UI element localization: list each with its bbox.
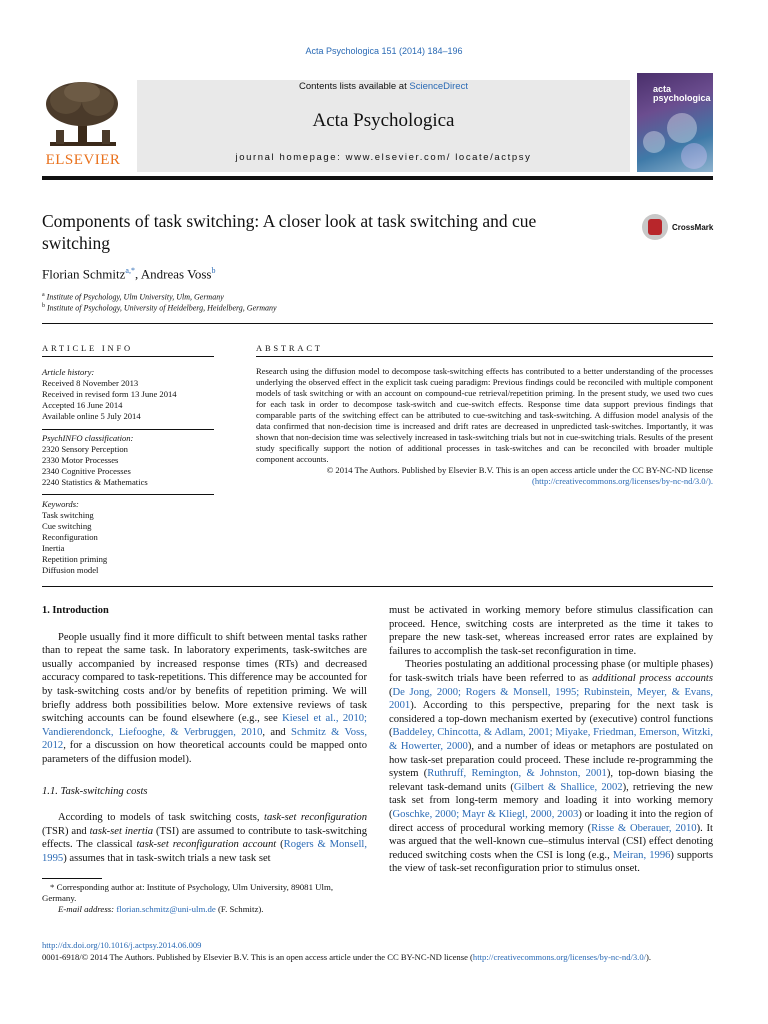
footnote [42, 882, 367, 915]
keyword: Repetition priming [42, 554, 108, 564]
text-run: , and [262, 726, 292, 738]
text-run: ), top-down biasing the relevant task-demand units ( [389, 768, 713, 793]
affiliation-mark: b [42, 303, 45, 309]
journal-homepage[interactable]: journal homepage: www.elsevier.com/ locate/actpsy [235, 152, 532, 163]
psychinfo-item: 2320 Sensory Perception [42, 444, 128, 454]
email-label: E-mail address: [58, 904, 117, 914]
history-item: Accepted 16 June 2014 [42, 400, 123, 410]
text-run: ( [276, 839, 284, 851]
issn-line [42, 952, 732, 962]
history-item: Received 8 November 2013 [42, 378, 139, 388]
journal-cover [637, 73, 713, 172]
abstract-body [256, 366, 713, 487]
history-item: Received in revised form 13 June 2014 [42, 389, 177, 399]
publisher-wordmark: ELSEVIER [45, 152, 121, 168]
author-name: Andreas Voss [140, 266, 212, 282]
license-link[interactable]: (http://creativecommons.org/licenses/by-nc-nd/3.0/). [532, 476, 713, 486]
citation-link[interactable]: Goschke, 2000; Mayr & Kliegl, 2000, 2003 [392, 808, 579, 820]
divider [42, 494, 214, 495]
affiliation [42, 303, 277, 313]
affiliation-text: Institute of Psychology, University of Heidelberg, Heidelberg, Germany [47, 303, 277, 313]
paragraph [389, 658, 713, 876]
psychinfo-classification [42, 433, 232, 488]
journal-banner [137, 80, 630, 172]
citation-link[interactable]: Schmitz & Voss, 2012 [42, 726, 367, 752]
license-text: © 2014 The Authors. Published by Elsevier B.V. This is an open access article under the CC BY-NC-ND license [326, 465, 713, 475]
text-run: ) or loading it into the region of direct access of procedural working memory ( [389, 808, 713, 834]
paragraph: must be activated in working memory before stimulus classification can proceed. Hence, switching costs are interpreted as the time it takes to prepare the new task-set, whereas increased error rates are explained by failures to accomplish the task-set reconfiguration in time. [389, 605, 713, 657]
article-history [42, 367, 232, 422]
journal-reference[interactable]: Acta Psychologica 151 (2014) 184–196 [305, 46, 463, 56]
text-run: ) assumes that in task-switch trials a new task set [63, 852, 271, 864]
history-label: Article history: [42, 367, 95, 377]
divider [42, 356, 214, 357]
citation-link[interactable]: Kiesel et al., 2010; Vandierendonck, Liefooghe, & Verbruggen, 2010 [42, 713, 367, 738]
crossmark-icon [642, 214, 668, 240]
affiliation [42, 292, 224, 302]
affiliation-text: Institute of Psychology, Ulm University, Ulm, Germany [46, 292, 224, 302]
elsevier-logo [42, 80, 124, 172]
keywords-label: Keywords: [42, 499, 79, 509]
psychinfo-item: 2330 Motor Processes [42, 455, 119, 465]
italic-term: task-set inertia [89, 825, 154, 837]
journal-title: Acta Psychologica [312, 110, 455, 131]
citation-link[interactable]: Baddeley, Chincotta, & Adlam, 2001; Miyake, Friedman, Emerson, Witzki, & Howerter, 2000 [389, 727, 713, 752]
text-run: ), retrieving the new task set from long-term memory and loading it into working memory ( [389, 781, 713, 820]
affiliation-mark: a [42, 292, 45, 298]
text-run: ). It was argued that the well-known cue–stimulus interval (CSI) effect denoting reduced switching costs when the CSI is long (e.g., [389, 822, 713, 861]
keyword: Diffusion model [42, 565, 99, 575]
text-run: ) supports the view of task-set reconfiguration prior to stimulus onset. [389, 849, 713, 875]
issn-end: ). [646, 952, 652, 962]
contents-prefix: Contents lists available at [299, 81, 410, 92]
license-link[interactable]: http://creativecommons.org/licenses/by-nc-nd/3.0/ [472, 952, 647, 962]
abstract-heading: ABSTRACT [256, 343, 323, 353]
divider [42, 429, 214, 430]
doi-link[interactable]: http://dx.doi.org/10.1016/j.actpsy.2014.06.009 [42, 940, 202, 950]
divider [42, 586, 713, 587]
psychinfo-label: PsychINFO classification: [42, 433, 134, 443]
psychinfo-item: 2340 Cognitive Processes [42, 466, 131, 476]
divider [256, 356, 713, 357]
text-run: According to models of task switching costs, [58, 812, 265, 824]
text-run: ( [389, 686, 393, 698]
italic-term: additional process accounts [592, 672, 713, 684]
crossmark-badge[interactable] [642, 214, 722, 244]
author-list [42, 266, 215, 282]
article-title: Components of task switching: A closer look at task switching and cue switching [42, 211, 537, 253]
author-name: Florian Schmitz [42, 266, 126, 282]
right-column [389, 604, 713, 876]
left-column [42, 604, 367, 866]
history-item: Available online 5 July 2014 [42, 411, 141, 421]
citation-link[interactable]: De Jong, 2000; Rogers & Monsell, 1995; Rubinstein, Meyer, & Evans, 2001 [389, 686, 713, 712]
keywords [42, 499, 232, 576]
author-affiliation-marker[interactable]: a,* [125, 266, 135, 275]
email-suffix: (F. Schmitz). [215, 904, 264, 914]
sciencedirect-link[interactable]: ScienceDirect [409, 81, 468, 92]
italic-term: task-set reconfiguration account [136, 839, 277, 851]
header-rule [42, 176, 713, 180]
italic-term: task-set reconfiguration [264, 812, 368, 824]
text-run: ), and a number of ideas or metaphors are postulated on how task-set preparation could proceed. These include re-programming the system ( [389, 740, 713, 780]
email-line [42, 904, 367, 915]
tree-logo-icon [42, 80, 124, 152]
citation-link[interactable]: Gilbert & Shallice, 2002 [513, 781, 623, 793]
citation-link[interactable]: Ruthruff, Remington, & Johnston, 2001 [427, 768, 607, 780]
crossmark-label: CrossMark [672, 223, 714, 232]
text-run: (TSR) and [42, 825, 90, 837]
abstract-text: Research using the diffusion model to decompose task-switching effects has contributed to a better understanding of the processes underlying the observed effect in the explicit task cueing paradigm: Previous findings could be reconciled with multiple component models of task switching or with an account on compound-cue retrieval/repetition priming. In the present study, we used two cues for each task in order to decompose task-switch and cue-switch effects. Response time data support previous findings that comparable parts of the switching effect can be attributed to cue-switching and task-switching. A diffusion model analysis of the data confirmed that non-decision time is increased and drift rates are decreased in unpredicted task-switches. Importantly, it was shown that non-decision time was selectively increased in task-switching trials but not in cue-switching trials. Results of the present study specifically support the notion of additional processes in task-switches and can be reconciled with broader multiple component accounts. [256, 366, 713, 464]
keyword: Inertia [42, 543, 65, 553]
section-heading: 1. Introduction [42, 605, 109, 616]
footnote-rule [42, 878, 102, 879]
keyword: Reconfiguration [42, 532, 98, 542]
psychinfo-item: 2240 Statistics & Mathematics [42, 477, 148, 487]
keyword: Cue switching [42, 521, 92, 531]
divider [42, 323, 713, 324]
citation-link[interactable]: Risse & Oberauer, 2010 [591, 822, 697, 834]
text-run: Theories postulating an additional processing phase (or multiple phases) for task-switch trials have been referred to as [389, 659, 713, 684]
author-affiliation-marker[interactable]: b [211, 266, 216, 275]
citation-link[interactable]: Rogers & Monsell, 1995 [42, 839, 367, 864]
author-separator: , [134, 266, 141, 282]
subsection-heading: 1.1. Task-switching costs [42, 785, 148, 797]
text-run: (TSI) are assumed to contribute to task-switching effects. The classical [42, 825, 367, 851]
cover-title: acta psychologica [653, 84, 711, 103]
paragraph [42, 811, 367, 865]
text-run: People usually find it more difficult to shift between mental tasks rather than to repeat the same task. In laboratory experiments, task-switches are usually accompanied by increased response times (RTs) and decreased accuracy compared to task-repetitions. This difference may be accounted for by task-switching costs and/or by benefits of repetition priming. We will briefly address both possibilities below. More extensive reviews of task switching accounts can be found elsewhere (e.g., see [42, 631, 367, 725]
email-link[interactable]: florian.schmitz@uni-ulm.de [116, 904, 216, 914]
text-run: ). According to this perspective, preparing for the next task is considered a top-down mechanism exerted by (executive) control functions ( [389, 700, 713, 739]
text-run: , for a discussion on how theoretical accounts could be mapped onto parameters of the diffusion model). [42, 740, 367, 765]
issn-text: 0001-6918/© 2014 The Authors. Published by Elsevier B.V. This is an open access article under the CC BY-NC-ND license ( [42, 952, 473, 962]
article-info-heading: ARTICLE INFO [42, 343, 133, 353]
citation-link[interactable]: Meiran, 1996 [612, 849, 671, 861]
license-line [256, 465, 713, 487]
corresponding-author: * Corresponding author at: Institute of Psychology, Ulm University, 89081 Ulm, Germany. [42, 882, 334, 903]
keyword: Task switching [42, 510, 94, 520]
paragraph [42, 631, 367, 767]
contents-line [137, 80, 630, 94]
